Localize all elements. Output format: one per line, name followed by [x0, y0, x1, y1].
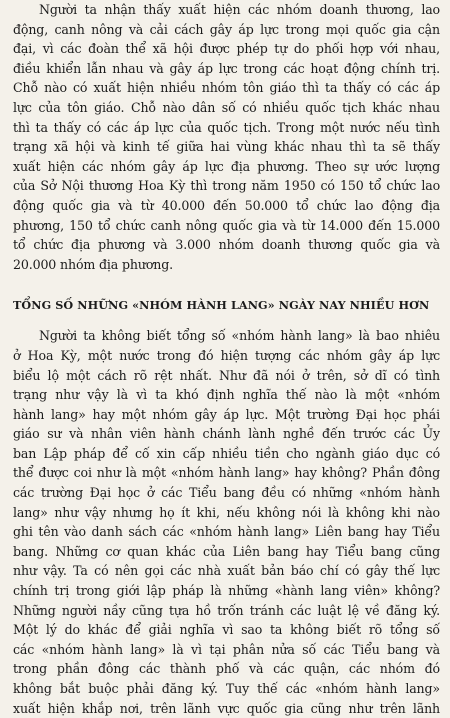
- text-line: đại, vì các đoàn thể xã hội được phép tự do phối hợp với nhau,: [13, 41, 440, 57]
- text-line: Người ta không biết tổng số «nhóm hành lang» là bao nhiêu: [39, 328, 440, 344]
- text-line: các trường Đại học ở các Tiểu bang đều có những «nhóm hành: [13, 485, 440, 501]
- paragraph-2: [13, 326, 440, 718]
- text-line: Những người nầy cũng tựa hồ trốn tránh các luật lệ về đăng ký.: [13, 602, 440, 618]
- paragraph-1: [13, 0, 440, 274]
- text-line: các «nhóm hành lang» là vì tại phân nửa số các Tiểu bang và: [13, 641, 440, 657]
- text-line: thể được coi như là một «nhóm hành lang» hay không? Phần đông: [13, 465, 440, 481]
- text-line: chính trị trong giới lập pháp là những «hành lang viên» không?: [13, 583, 440, 599]
- text-line: trạng xã hội và kinh tế giữa hai vùng khác nhau thì ta sẽ thấy: [13, 139, 440, 155]
- text-line: tổ chức địa phương và 3.000 nhóm doanh thương quốc gia và: [13, 237, 440, 253]
- text-line: không bắt buộc phải đăng ký. Tuy thế các «nhóm hành lang»: [13, 681, 440, 696]
- text-line: lang» như vậy nhưng họ ít khi, nếu không nói là không khi nào: [13, 504, 440, 520]
- text-line: trong phần đông các thành phố và các quận, các nhóm đó: [13, 661, 440, 677]
- text-line: ghi tên vào danh sách các «nhóm hành lang» Liên bang hay Tiểu: [13, 524, 440, 540]
- text-line: ở Hoa Kỳ, một nước trong đó hiện tượng các nhóm gây áp lực: [13, 347, 440, 363]
- text-line: 20.000 nhóm địa phương.: [13, 256, 174, 272]
- text-line: Chỗ nào có xuất hiện nhiều nhóm tôn giáo thì ta thấy có các áp: [13, 80, 440, 96]
- text-line: xuất hiện khắp nơi, trên lãnh vực quốc gia cũng như trên lãnh: [13, 700, 440, 716]
- text-line: bang. Những cơ quan khác của Liên bang hay Tiểu bang cũng: [13, 543, 440, 559]
- text-line: biểu lộ một cách rõ rệt nhất. Như đã nói ở trên, sở dĩ có tình: [13, 367, 440, 383]
- text-line: ban Lập pháp để cố xin cấp nhiều tiền cho ngành giáo dục có: [13, 445, 440, 461]
- text-line: thì ta thấy có các áp lực của quốc tịch. Trong một nước nếu tình: [13, 119, 440, 135]
- text-line: xuất hiện các nhóm gây áp lực địa phương. Theo sự ước lượng: [13, 158, 440, 174]
- section-heading: TỔNG SỐ NHỮNG «NHÓM HÀNH LANG» NGÀY NAY NHIỀU HƠN: [13, 298, 430, 313]
- text-line: lực của tôn giáo. Chỗ nào dân số có nhiều quốc tịch khác nhau: [13, 99, 440, 115]
- text-line: trạng như vậy là vì ta khó định nghĩa thế nào là một «nhóm: [13, 387, 440, 403]
- text-line: hành lang» hay một nhóm gây áp lực. Một trường Đại học phái: [13, 406, 440, 422]
- text-line: điều khiển lẫn nhau và gây áp lực trong các hoạt động chính trị.: [13, 60, 440, 76]
- text-line: Người ta nhận thấy xuất hiện các nhóm doanh thương, lao: [39, 2, 440, 17]
- text-line: giáo sư và nhân viên hành chánh lành nghề đến trước các Ủy: [13, 426, 440, 442]
- text-line: như vậy. Ta có nên gọi các nhà xuất bản báo chí có gây thế lực: [13, 563, 440, 579]
- text-line: của Sở Nội thương Hoa Kỳ thì trong năm 1950 có 150 tổ chức lao: [13, 178, 440, 194]
- text-line: động quốc gia và từ 40.000 đến 50.000 tổ chức lao động địa: [13, 197, 440, 213]
- text-line: động, canh nông và cải cách gây áp lực trong mọi quốc gia cận: [13, 21, 440, 37]
- text-line: Một lý do khác để giải nghĩa vì sao ta không biết rõ tổng số: [13, 622, 440, 638]
- text-line: phương, 150 tổ chức canh nông quốc gia và từ 14.000 đến 15.000: [13, 217, 440, 233]
